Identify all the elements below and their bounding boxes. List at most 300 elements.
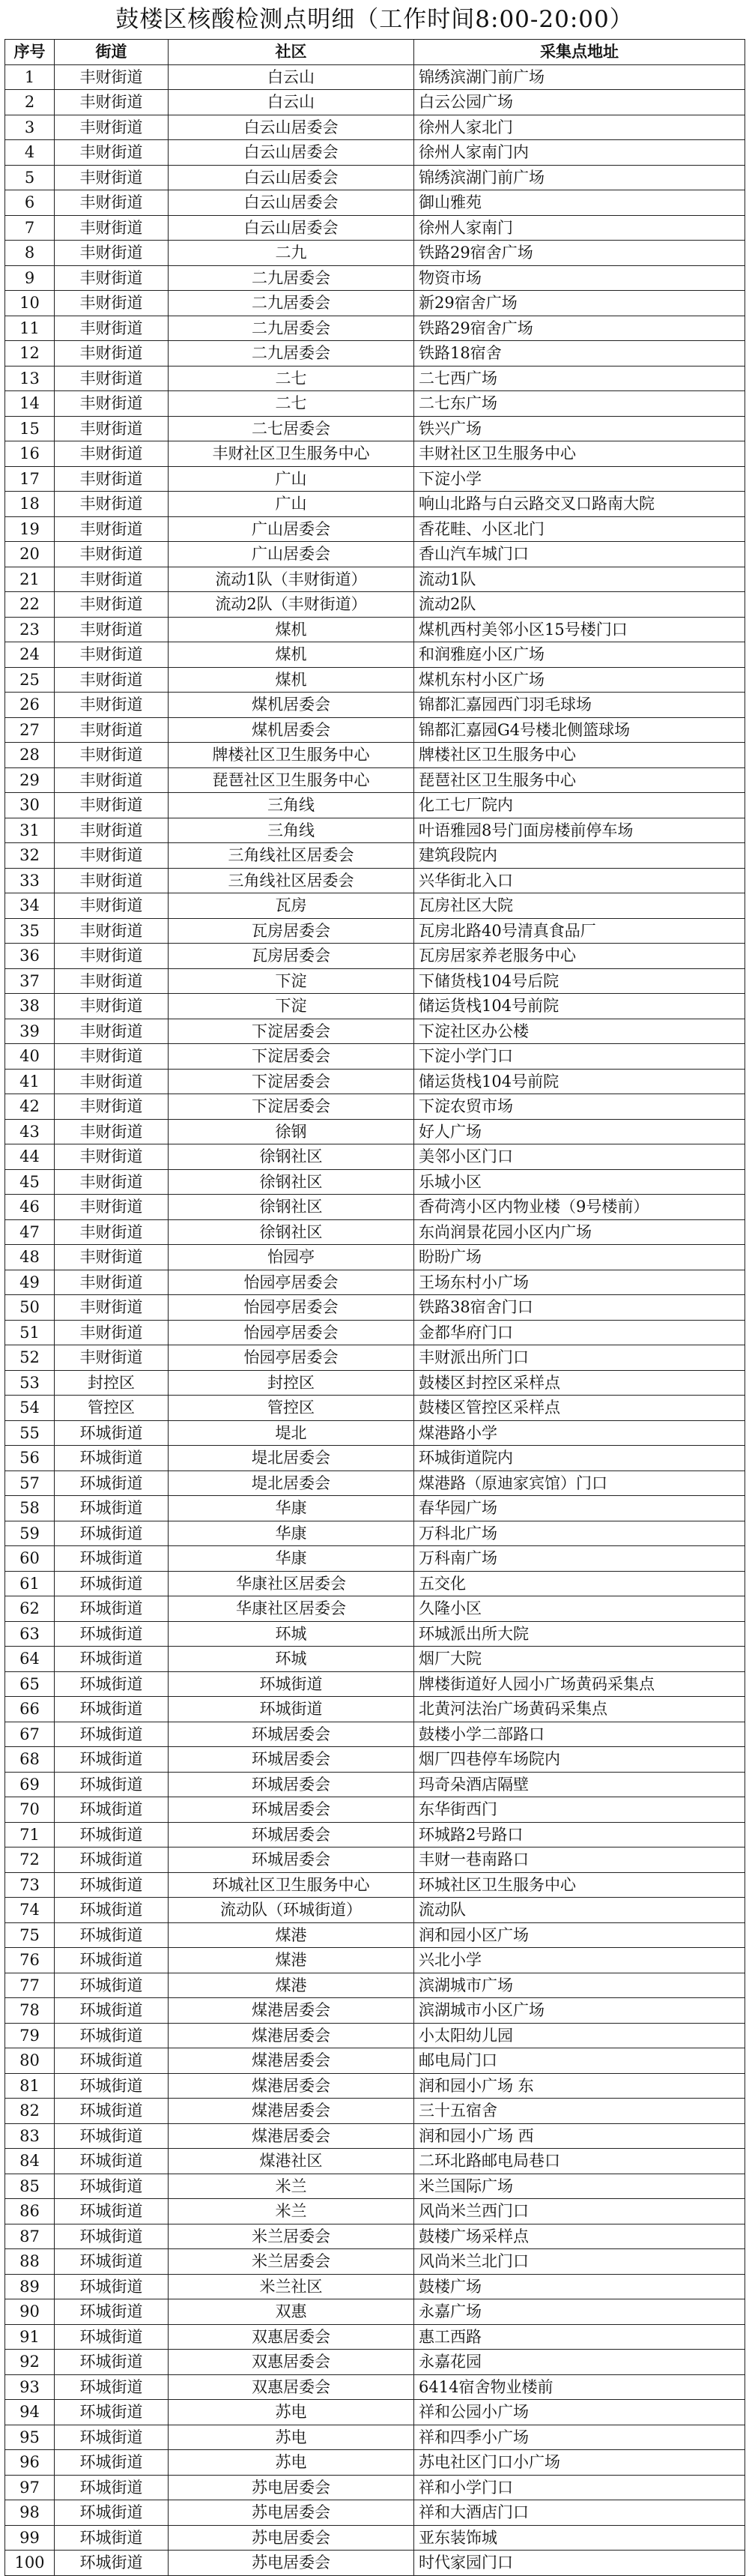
address-cell: 化工七厂院内 bbox=[414, 793, 745, 818]
community-cell: 煤港居委会 bbox=[169, 2123, 414, 2149]
street-cell: 丰财街道 bbox=[55, 667, 169, 693]
address-cell: 锦绣滨湖门前广场 bbox=[414, 165, 745, 190]
address-cell: 祥和小学门口 bbox=[414, 2475, 745, 2500]
address-cell: 徐州人家北门 bbox=[414, 115, 745, 140]
table-row bbox=[5, 1370, 745, 1396]
table-row bbox=[5, 1797, 745, 1823]
community-cell: 三角线社区居委会 bbox=[169, 843, 414, 869]
street-cell: 环城街道 bbox=[55, 1797, 169, 1823]
address-cell: 徐州人家南门内 bbox=[414, 140, 745, 166]
table-row bbox=[5, 1671, 745, 1697]
community-cell: 环城居委会 bbox=[169, 1822, 414, 1847]
row-index: 89 bbox=[5, 2274, 55, 2299]
row-index: 17 bbox=[5, 466, 55, 492]
row-index: 100 bbox=[5, 2551, 55, 2576]
row-index: 18 bbox=[5, 492, 55, 517]
table-row bbox=[5, 140, 745, 166]
community-cell: 怡园亭居委会 bbox=[169, 1345, 414, 1371]
address-cell: 环城路2号路口 bbox=[414, 1822, 745, 1847]
table-row bbox=[5, 1044, 745, 1070]
community-cell: 怡园亭 bbox=[169, 1245, 414, 1270]
table-row bbox=[5, 64, 745, 90]
community-cell: 瓦房居委会 bbox=[169, 944, 414, 969]
community-cell: 双惠居委会 bbox=[169, 2324, 414, 2350]
row-index: 10 bbox=[5, 291, 55, 316]
row-index: 94 bbox=[5, 2400, 55, 2425]
row-index: 39 bbox=[5, 1019, 55, 1044]
street-cell: 丰财街道 bbox=[55, 516, 169, 542]
address-cell: 邮电局门口 bbox=[414, 2048, 745, 2074]
header-community: 社区 bbox=[169, 40, 414, 65]
row-index: 58 bbox=[5, 1496, 55, 1521]
street-cell: 丰财街道 bbox=[55, 1245, 169, 1270]
street-cell: 丰财街道 bbox=[55, 466, 169, 492]
table-row bbox=[5, 1195, 745, 1220]
address-cell: 香荷湾小区内物业楼（9号楼前） bbox=[414, 1195, 745, 1220]
address-cell: 苏电社区门口小广场 bbox=[414, 2450, 745, 2476]
address-cell: 6414宿舍物业楼前 bbox=[414, 2374, 745, 2400]
community-cell: 三角线 bbox=[169, 818, 414, 843]
row-index: 34 bbox=[5, 893, 55, 919]
street-cell: 环城街道 bbox=[55, 2048, 169, 2074]
table-row bbox=[5, 1546, 745, 1572]
street-cell: 环城街道 bbox=[55, 1697, 169, 1722]
community-cell: 煤港 bbox=[169, 1922, 414, 1948]
address-cell: 五交化 bbox=[414, 1571, 745, 1596]
street-cell: 环城街道 bbox=[55, 2224, 169, 2249]
community-cell: 下淀 bbox=[169, 968, 414, 994]
street-cell: 丰财街道 bbox=[55, 642, 169, 668]
street-cell: 丰财街道 bbox=[55, 1019, 169, 1044]
table-row bbox=[5, 2023, 745, 2048]
community-cell: 煤机 bbox=[169, 667, 414, 693]
row-index: 90 bbox=[5, 2299, 55, 2325]
row-index: 80 bbox=[5, 2048, 55, 2074]
community-cell: 环城街道 bbox=[169, 1671, 414, 1697]
community-cell: 堤北 bbox=[169, 1420, 414, 1446]
table-row bbox=[5, 1847, 745, 1873]
address-cell: 惠工西路 bbox=[414, 2324, 745, 2350]
table-row bbox=[5, 667, 745, 693]
address-cell: 丰财派出所门口 bbox=[414, 1345, 745, 1371]
row-index: 21 bbox=[5, 567, 55, 592]
row-index: 31 bbox=[5, 818, 55, 843]
address-cell: 煤机西村美邻小区15号楼门口 bbox=[414, 617, 745, 642]
row-index: 63 bbox=[5, 1621, 55, 1647]
row-index: 59 bbox=[5, 1521, 55, 1546]
row-index: 25 bbox=[5, 667, 55, 693]
row-index: 53 bbox=[5, 1370, 55, 1396]
community-cell: 牌楼社区卫生服务中心 bbox=[169, 743, 414, 768]
table-row bbox=[5, 1169, 745, 1195]
community-cell: 米兰 bbox=[169, 2174, 414, 2199]
row-index: 98 bbox=[5, 2500, 55, 2526]
row-index: 32 bbox=[5, 843, 55, 869]
community-cell: 下淀居委会 bbox=[169, 1044, 414, 1070]
table-row bbox=[5, 1069, 745, 1094]
community-cell: 煤港居委会 bbox=[169, 2048, 414, 2074]
community-cell: 煤港社区 bbox=[169, 2149, 414, 2174]
community-cell: 下淀居委会 bbox=[169, 1019, 414, 1044]
street-cell: 丰财街道 bbox=[55, 1119, 169, 1144]
community-cell: 下淀 bbox=[169, 994, 414, 1019]
street-cell: 环城街道 bbox=[55, 2500, 169, 2526]
table-row bbox=[5, 2425, 745, 2450]
row-index: 81 bbox=[5, 2073, 55, 2099]
street-cell: 环城街道 bbox=[55, 2350, 169, 2375]
street-cell: 丰财街道 bbox=[55, 743, 169, 768]
address-cell: 东尚润景花园小区内广场 bbox=[414, 1219, 745, 1245]
community-cell: 双惠居委会 bbox=[169, 2350, 414, 2375]
address-cell: 铁路18宿舍 bbox=[414, 341, 745, 367]
table-row bbox=[5, 2224, 745, 2249]
community-cell: 苏电居委会 bbox=[169, 2500, 414, 2526]
table-row bbox=[5, 1420, 745, 1446]
street-cell: 环城街道 bbox=[55, 2299, 169, 2325]
street-cell: 丰财街道 bbox=[55, 968, 169, 994]
table-row bbox=[5, 2149, 745, 2174]
table-row bbox=[5, 2249, 745, 2275]
street-cell: 丰财街道 bbox=[55, 617, 169, 642]
community-cell: 二七 bbox=[169, 366, 414, 391]
address-cell: 金都华府门口 bbox=[414, 1320, 745, 1345]
address-cell: 煤港路（原迪家宾馆）门口 bbox=[414, 1471, 745, 1496]
row-index: 67 bbox=[5, 1722, 55, 1747]
address-cell: 三十五宿舍 bbox=[414, 2099, 745, 2124]
community-cell: 徐钢社区 bbox=[169, 1144, 414, 1170]
table-row bbox=[5, 1922, 745, 1948]
community-cell: 二九居委会 bbox=[169, 341, 414, 367]
header-street: 街道 bbox=[55, 40, 169, 65]
community-cell: 苏电居委会 bbox=[169, 2475, 414, 2500]
community-cell: 环城社区卫生服务中心 bbox=[169, 1872, 414, 1898]
address-cell: 风尚米兰西门口 bbox=[414, 2199, 745, 2224]
row-index: 85 bbox=[5, 2174, 55, 2199]
row-index: 51 bbox=[5, 1320, 55, 1345]
address-cell: 物资市场 bbox=[414, 265, 745, 291]
row-index: 16 bbox=[5, 441, 55, 467]
table-row bbox=[5, 1621, 745, 1647]
row-index: 73 bbox=[5, 1872, 55, 1898]
document-page bbox=[4, 0, 745, 2572]
address-cell: 美邻小区门口 bbox=[414, 1144, 745, 1170]
table-row bbox=[5, 567, 745, 592]
address-cell: 下淀小学 bbox=[414, 466, 745, 492]
street-cell: 环城街道 bbox=[55, 1772, 169, 1797]
row-index: 13 bbox=[5, 366, 55, 391]
community-cell: 煤港 bbox=[169, 1973, 414, 1998]
table-row bbox=[5, 1119, 745, 1144]
row-index: 5 bbox=[5, 165, 55, 190]
table-row bbox=[5, 466, 745, 492]
community-cell: 白云山居委会 bbox=[169, 140, 414, 166]
row-index: 64 bbox=[5, 1647, 55, 1672]
community-cell: 瓦房 bbox=[169, 893, 414, 919]
row-index: 9 bbox=[5, 265, 55, 291]
community-cell: 环城居委会 bbox=[169, 1772, 414, 1797]
table-row bbox=[5, 2374, 745, 2400]
street-cell: 丰财街道 bbox=[55, 868, 169, 893]
street-cell: 丰财街道 bbox=[55, 90, 169, 115]
table-row bbox=[5, 994, 745, 1019]
street-cell: 环城街道 bbox=[55, 1998, 169, 2024]
table-row bbox=[5, 316, 745, 341]
address-cell: 丰财社区卫生服务中心 bbox=[414, 441, 745, 467]
community-cell: 华康 bbox=[169, 1496, 414, 1521]
address-cell: 徐州人家南门 bbox=[414, 215, 745, 241]
table-row bbox=[5, 1094, 745, 1120]
row-index: 15 bbox=[5, 416, 55, 441]
table-row bbox=[5, 1270, 745, 1295]
row-index: 40 bbox=[5, 1044, 55, 1070]
street-cell: 丰财街道 bbox=[55, 391, 169, 417]
address-cell: 御山雅苑 bbox=[414, 190, 745, 216]
community-cell: 米兰居委会 bbox=[169, 2249, 414, 2275]
table-row bbox=[5, 2073, 745, 2099]
community-cell: 环城街道 bbox=[169, 1697, 414, 1722]
community-cell: 环城居委会 bbox=[169, 1747, 414, 1773]
row-index: 57 bbox=[5, 1471, 55, 1496]
table-row bbox=[5, 893, 745, 919]
row-index: 44 bbox=[5, 1144, 55, 1170]
table-row bbox=[5, 743, 745, 768]
address-cell: 流动1队 bbox=[414, 567, 745, 592]
street-cell: 环城街道 bbox=[55, 2023, 169, 2048]
community-cell: 三角线 bbox=[169, 793, 414, 818]
row-index: 3 bbox=[5, 115, 55, 140]
address-cell: 香花畦、小区北门 bbox=[414, 516, 745, 542]
row-index: 84 bbox=[5, 2149, 55, 2174]
street-cell: 丰财街道 bbox=[55, 542, 169, 567]
street-cell: 丰财街道 bbox=[55, 1144, 169, 1170]
street-cell: 环城街道 bbox=[55, 2374, 169, 2400]
address-cell: 万科南广场 bbox=[414, 1546, 745, 1572]
community-cell: 苏电居委会 bbox=[169, 2525, 414, 2551]
community-cell: 环城居委会 bbox=[169, 1847, 414, 1873]
address-cell: 香山汽车城门口 bbox=[414, 542, 745, 567]
table-row bbox=[5, 441, 745, 467]
table-row bbox=[5, 1471, 745, 1496]
community-cell: 煤机居委会 bbox=[169, 717, 414, 743]
street-cell: 丰财街道 bbox=[55, 843, 169, 869]
community-cell: 怡园亭居委会 bbox=[169, 1295, 414, 1321]
street-cell: 丰财街道 bbox=[55, 341, 169, 367]
address-cell: 乐城小区 bbox=[414, 1169, 745, 1195]
table-row bbox=[5, 1144, 745, 1170]
address-cell: 储运货栈104号前院 bbox=[414, 994, 745, 1019]
row-index: 95 bbox=[5, 2425, 55, 2450]
address-cell: 响山北路与白云路交叉口路南大院 bbox=[414, 492, 745, 517]
community-cell: 广山居委会 bbox=[169, 542, 414, 567]
row-index: 83 bbox=[5, 2123, 55, 2149]
address-cell: 环城街道院内 bbox=[414, 1446, 745, 1471]
table-row bbox=[5, 918, 745, 944]
street-cell: 环城街道 bbox=[55, 1847, 169, 1873]
community-cell: 白云山居委会 bbox=[169, 165, 414, 190]
table-row bbox=[5, 642, 745, 668]
address-cell: 润和园小广场 东 bbox=[414, 2073, 745, 2099]
row-index: 27 bbox=[5, 717, 55, 743]
row-index: 93 bbox=[5, 2374, 55, 2400]
community-cell: 白云山居委会 bbox=[169, 115, 414, 140]
address-cell: 下淀小学门口 bbox=[414, 1044, 745, 1070]
test-site-table bbox=[4, 39, 745, 2576]
row-index: 42 bbox=[5, 1094, 55, 1120]
address-cell: 叶语雅园8号门面房楼前停车场 bbox=[414, 818, 745, 843]
street-cell: 丰财街道 bbox=[55, 64, 169, 90]
table-row bbox=[5, 592, 745, 618]
row-index: 37 bbox=[5, 968, 55, 994]
address-cell: 永嘉广场 bbox=[414, 2299, 745, 2325]
table-row bbox=[5, 391, 745, 417]
community-cell: 煤港居委会 bbox=[169, 1998, 414, 2024]
community-cell: 二七居委会 bbox=[169, 416, 414, 441]
table-row bbox=[5, 1019, 745, 1044]
street-cell: 丰财街道 bbox=[55, 441, 169, 467]
street-cell: 环城街道 bbox=[55, 1571, 169, 1596]
address-cell: 烟厂四巷停车场院内 bbox=[414, 1747, 745, 1773]
table-row bbox=[5, 2450, 745, 2476]
table-row bbox=[5, 416, 745, 441]
address-cell: 下淀农贸市场 bbox=[414, 1094, 745, 1120]
street-cell: 环城街道 bbox=[55, 1420, 169, 1446]
address-cell: 瓦房社区大院 bbox=[414, 893, 745, 919]
table-row bbox=[5, 1396, 745, 1421]
address-cell: 铁兴广场 bbox=[414, 416, 745, 441]
street-cell: 环城街道 bbox=[55, 2450, 169, 2476]
row-index: 30 bbox=[5, 793, 55, 818]
table-row bbox=[5, 2048, 745, 2074]
street-cell: 丰财街道 bbox=[55, 316, 169, 341]
street-cell: 环城街道 bbox=[55, 1596, 169, 1622]
street-cell: 丰财街道 bbox=[55, 215, 169, 241]
table-row bbox=[5, 2299, 745, 2325]
row-index: 26 bbox=[5, 693, 55, 718]
address-cell: 亚东装饰城 bbox=[414, 2525, 745, 2551]
community-cell: 二七 bbox=[169, 391, 414, 417]
address-cell: 琵琶社区卫生服务中心 bbox=[414, 767, 745, 793]
row-index: 49 bbox=[5, 1270, 55, 1295]
street-cell: 环城街道 bbox=[55, 2400, 169, 2425]
address-cell: 二环北路邮电局巷口 bbox=[414, 2149, 745, 2174]
page-title: 鼓楼区核酸检测点明细（工作时间8:00-20:00） bbox=[115, 6, 634, 33]
community-cell: 煤港居委会 bbox=[169, 2073, 414, 2099]
table-row bbox=[5, 1521, 745, 1546]
table-body bbox=[5, 64, 745, 2575]
community-cell: 怡园亭居委会 bbox=[169, 1270, 414, 1295]
community-cell: 华康 bbox=[169, 1546, 414, 1572]
row-index: 24 bbox=[5, 642, 55, 668]
address-cell: 兴华街北入口 bbox=[414, 868, 745, 893]
table-row bbox=[5, 1596, 745, 1622]
street-cell: 环城街道 bbox=[55, 2123, 169, 2149]
community-cell: 苏电 bbox=[169, 2425, 414, 2450]
table-row bbox=[5, 1245, 745, 1270]
row-index: 91 bbox=[5, 2324, 55, 2350]
row-index: 82 bbox=[5, 2099, 55, 2124]
table-row bbox=[5, 843, 745, 869]
address-cell: 流动2队 bbox=[414, 592, 745, 618]
address-cell: 好人广场 bbox=[414, 1119, 745, 1144]
street-cell: 环城街道 bbox=[55, 1973, 169, 1998]
table-row bbox=[5, 2350, 745, 2375]
row-index: 76 bbox=[5, 1948, 55, 1973]
street-cell: 丰财街道 bbox=[55, 492, 169, 517]
street-cell: 封控区 bbox=[55, 1370, 169, 1396]
row-index: 77 bbox=[5, 1973, 55, 1998]
address-cell: 丰财一巷南路口 bbox=[414, 1847, 745, 1873]
address-cell: 烟厂大院 bbox=[414, 1647, 745, 1672]
street-cell: 环城街道 bbox=[55, 1822, 169, 1847]
row-index: 20 bbox=[5, 542, 55, 567]
row-index: 88 bbox=[5, 2249, 55, 2275]
community-cell: 堤北居委会 bbox=[169, 1446, 414, 1471]
address-cell: 牌楼社区卫生服务中心 bbox=[414, 743, 745, 768]
street-cell: 丰财街道 bbox=[55, 693, 169, 718]
header-index: 序号 bbox=[5, 40, 55, 65]
address-cell: 东华街西门 bbox=[414, 1797, 745, 1823]
address-cell: 盼盼广场 bbox=[414, 1245, 745, 1270]
street-cell: 丰财街道 bbox=[55, 416, 169, 441]
table-header-row bbox=[5, 40, 745, 65]
table-row bbox=[5, 693, 745, 718]
row-index: 35 bbox=[5, 918, 55, 944]
street-cell: 丰财街道 bbox=[55, 893, 169, 919]
table-row bbox=[5, 2500, 745, 2526]
address-cell: 锦都汇嘉园G4号楼北侧篮球场 bbox=[414, 717, 745, 743]
table-row bbox=[5, 366, 745, 391]
table-row bbox=[5, 115, 745, 140]
street-cell: 环城街道 bbox=[55, 2249, 169, 2275]
street-cell: 丰财街道 bbox=[55, 115, 169, 140]
row-index: 99 bbox=[5, 2525, 55, 2551]
table-row bbox=[5, 542, 745, 567]
table-row bbox=[5, 2400, 745, 2425]
table-row bbox=[5, 617, 745, 642]
table-row bbox=[5, 2274, 745, 2299]
table-row bbox=[5, 2475, 745, 2500]
row-index: 72 bbox=[5, 1847, 55, 1873]
community-cell: 华康社区居委会 bbox=[169, 1596, 414, 1622]
community-cell: 瓦房居委会 bbox=[169, 918, 414, 944]
address-cell: 流动队 bbox=[414, 1898, 745, 1923]
row-index: 46 bbox=[5, 1195, 55, 1220]
street-cell: 环城街道 bbox=[55, 1521, 169, 1546]
table-row bbox=[5, 1320, 745, 1345]
street-cell: 丰财街道 bbox=[55, 291, 169, 316]
community-cell: 米兰居委会 bbox=[169, 2224, 414, 2249]
street-cell: 丰财街道 bbox=[55, 140, 169, 166]
street-cell: 丰财街道 bbox=[55, 994, 169, 1019]
street-cell: 丰财街道 bbox=[55, 818, 169, 843]
community-cell: 华康社区居委会 bbox=[169, 1571, 414, 1596]
row-index: 22 bbox=[5, 592, 55, 618]
address-cell: 米兰国际广场 bbox=[414, 2174, 745, 2199]
community-cell: 徐钢社区 bbox=[169, 1169, 414, 1195]
row-index: 33 bbox=[5, 868, 55, 893]
row-index: 19 bbox=[5, 516, 55, 542]
address-cell: 储运货栈104号前院 bbox=[414, 1069, 745, 1094]
street-cell: 环城街道 bbox=[55, 1621, 169, 1647]
community-cell: 二九居委会 bbox=[169, 265, 414, 291]
street-cell: 环城街道 bbox=[55, 2324, 169, 2350]
table-row bbox=[5, 1571, 745, 1596]
row-index: 28 bbox=[5, 743, 55, 768]
community-cell: 环城 bbox=[169, 1647, 414, 1672]
table-row bbox=[5, 2324, 745, 2350]
community-cell: 二九 bbox=[169, 241, 414, 266]
row-index: 55 bbox=[5, 1420, 55, 1446]
